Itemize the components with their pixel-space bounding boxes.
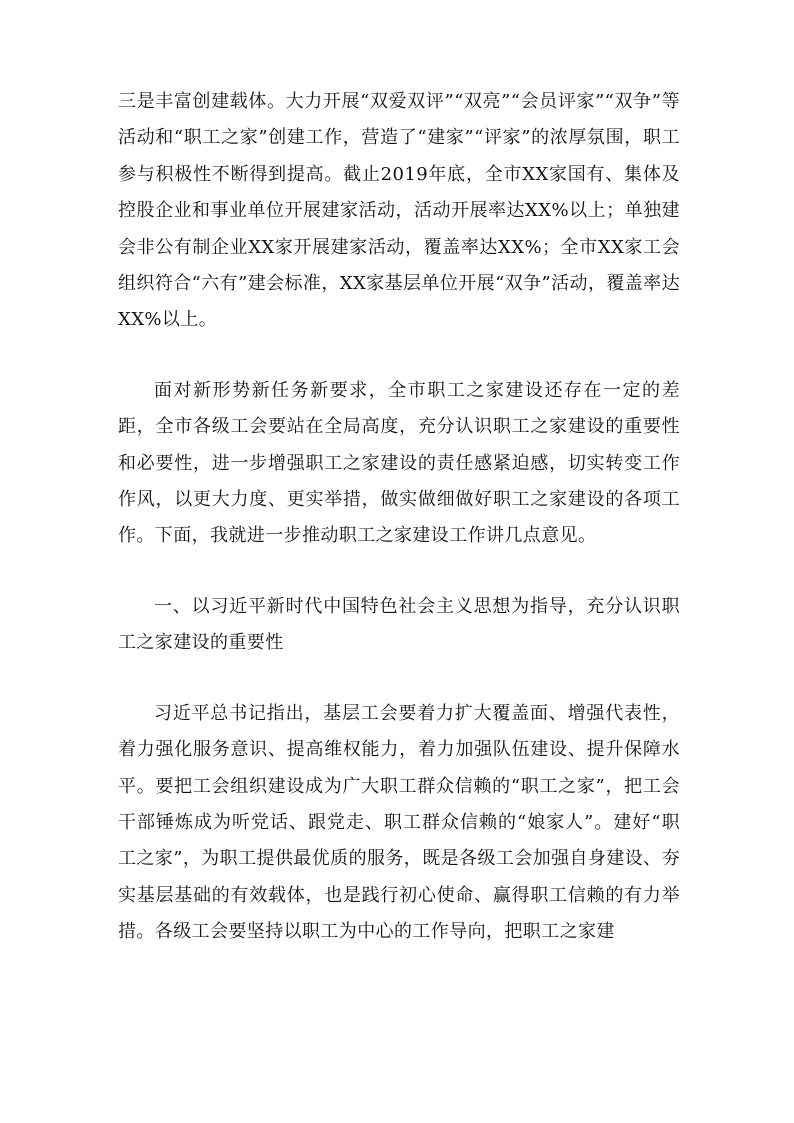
paragraph-carrier-enrichment: 三是丰富创建载体。大力开展“双爱双评”“双亮”“会员评家”“双争”等活动和“职工之家”创建工作，营造了“建家”“评家”的浓厚氛围，职工参与积极性不断得到提高。截止2019年底，全市XX家国有、集体及控股企业和事业单位开展建家活动，活动开展率达XX%以上；单独建会非公有制企业XX家开展建家活动，覆盖率达XX%；全市XX家工会组织符合“六有”建会标准，XX家基层单位开展“双争”活动，覆盖率达XX%以上。 [118,91,680,331]
document-body [118,84,680,951]
section-heading-one: 一、以习近平新时代中国特色社会主义思想为指导，充分认识职工之家建设的重要性 [118,595,680,654]
paragraph-xi-quote: 习近平总书记指出，基层工会要着力扩大覆盖面、增强代表性，着力强化服务意识、提高维权能力，着力加强队伍建设、提升保障水平。要把工会组织建设成为广大职工群众信赖的“职工之家”，把工会干部锤炼成为听党话、跟党走、职工群众信赖的“娘家人”。建好“职工之家”，为职工提供最优质的服务，既是各级工会加强自身建设、夯实基层基础的有效载体，也是践行初心使命、赢得职工信赖的有力举措。各级工会要坚持以职工为中心的工作导向，把职工之家建 [118,702,680,943]
paragraph-new-situation: 面对新形势新任务新要求，全市职工之家建设还存在一定的差距，全市各级工会要站在全局高度，充分认识职工之家建设的重要性和必要性，进一步增强职工之家建设的责任感紧迫感，切实转变工作作风，以更大力度、更实举措，做实做细做好职工之家建设的各项工作。下面，我就进一步推动职工之家建设工作讲几点意见。 [118,379,680,547]
